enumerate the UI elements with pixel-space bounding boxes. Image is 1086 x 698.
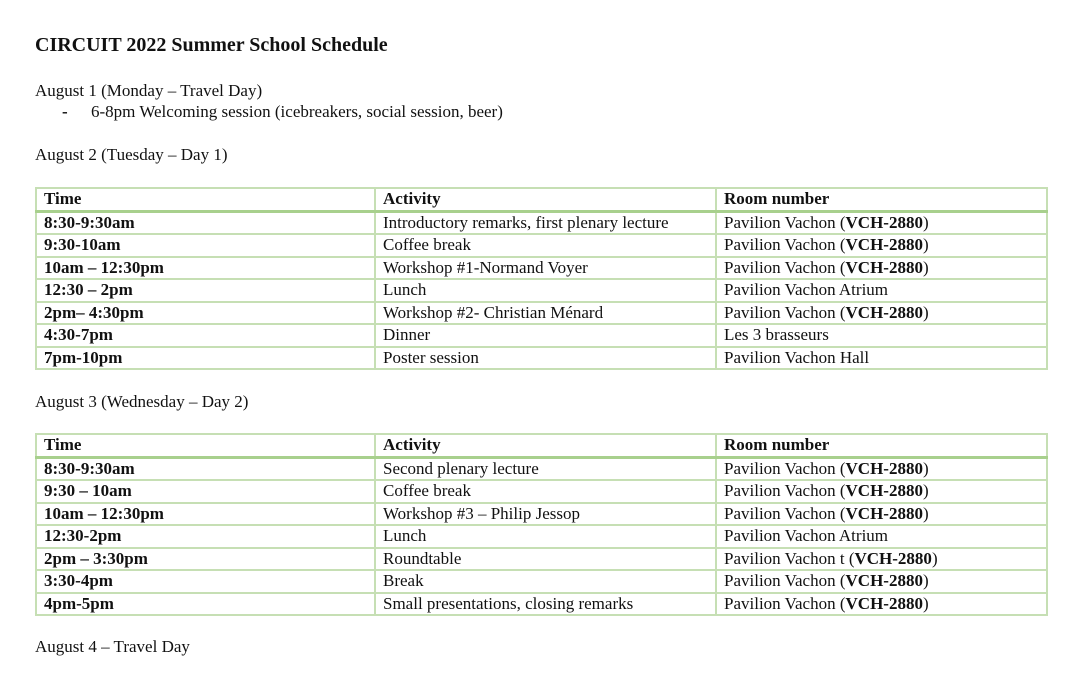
table-row xyxy=(36,302,1047,325)
cell-time: 2pm– 4:30pm xyxy=(36,302,375,325)
cell-room xyxy=(716,570,1047,593)
room-close: ) xyxy=(922,257,929,277)
cell-room xyxy=(716,593,1047,616)
table-row xyxy=(36,211,1047,234)
room-close: ) xyxy=(922,458,929,478)
cell-room xyxy=(716,257,1047,280)
cell-activity: Small presentations, closing remarks xyxy=(375,593,716,616)
cell-time: 12:30-2pm xyxy=(36,525,375,548)
cell-activity: Roundtable xyxy=(375,548,716,571)
cell-room xyxy=(716,457,1047,480)
room-code: VCH-2880 xyxy=(845,212,923,232)
table-row xyxy=(36,279,1047,302)
room-code: VCH-2880 xyxy=(845,235,923,255)
day1-heading: August 1 (Monday – Travel Day) xyxy=(35,81,263,100)
room-close: ) xyxy=(922,235,929,255)
cell-time: 9:30-10am xyxy=(36,234,375,257)
room-name: Les 3 brasseurs xyxy=(724,325,829,345)
room-name: Pavilion Vachon ( xyxy=(724,235,846,255)
cell-time: 12:30 – 2pm xyxy=(36,279,375,302)
cell-activity: Poster session xyxy=(375,347,716,370)
table-header-row xyxy=(36,188,1047,211)
room-name: Pavilion Vachon ( xyxy=(724,212,846,232)
table-row xyxy=(36,548,1047,571)
cell-time: 8:30-9:30am xyxy=(36,211,375,234)
cell-activity: Workshop #3 – Philip Jessop xyxy=(375,503,716,526)
table-row xyxy=(36,525,1047,548)
cell-time: 9:30 – 10am xyxy=(36,480,375,503)
table-row xyxy=(36,457,1047,480)
day3-table-body xyxy=(36,457,1047,615)
room-name: Pavilion Vachon ( xyxy=(724,503,846,523)
cell-room xyxy=(716,324,1047,347)
room-close: ) xyxy=(922,571,929,591)
cell-time: 3:30-4pm xyxy=(36,570,375,593)
cell-room xyxy=(716,548,1047,571)
room-name: Pavilion Vachon t ( xyxy=(724,548,855,568)
table-header-row xyxy=(36,434,1047,457)
column-header-activity: Activity xyxy=(375,188,716,211)
room-close: ) xyxy=(931,548,938,568)
cell-activity: Lunch xyxy=(375,525,716,548)
table-row xyxy=(36,503,1047,526)
room-code: VCH-2880 xyxy=(845,593,923,613)
cell-activity: Coffee break xyxy=(375,234,716,257)
cell-room xyxy=(716,480,1047,503)
room-code: VCH-2880 xyxy=(845,503,923,523)
cell-activity: Dinner xyxy=(375,324,716,347)
cell-activity: Workshop #1-Normand Voyer xyxy=(375,257,716,280)
cell-room xyxy=(716,347,1047,370)
room-close: ) xyxy=(922,503,929,523)
room-name: Pavilion Vachon Atrium xyxy=(724,280,889,300)
cell-activity: Introductory remarks, first plenary lecture xyxy=(375,211,716,234)
cell-time: 2pm – 3:30pm xyxy=(36,548,375,571)
room-name: Pavilion Vachon ( xyxy=(724,257,846,277)
table-row xyxy=(36,234,1047,257)
table-row xyxy=(36,593,1047,616)
room-name: Pavilion Vachon Atrium xyxy=(724,526,889,546)
day2-schedule-table xyxy=(35,187,1048,370)
room-code: VCH-2880 xyxy=(845,571,923,591)
room-code: VCH-2880 xyxy=(845,458,923,478)
table-row xyxy=(36,347,1047,370)
room-code: VCH-2880 xyxy=(845,302,923,322)
day4-heading: August 4 – Travel Day xyxy=(35,637,190,656)
room-name: Pavilion Vachon ( xyxy=(724,593,846,613)
cell-activity: Second plenary lecture xyxy=(375,457,716,480)
room-code: VCH-2880 xyxy=(845,481,923,501)
cell-room xyxy=(716,211,1047,234)
cell-room xyxy=(716,302,1047,325)
cell-activity: Coffee break xyxy=(375,480,716,503)
day1-bullet xyxy=(62,102,503,122)
bullet-marker: - xyxy=(62,102,68,121)
cell-time: 10am – 12:30pm xyxy=(36,503,375,526)
cell-time: 4:30-7pm xyxy=(36,324,375,347)
day2-table-body xyxy=(36,211,1047,369)
room-name: Pavilion Vachon ( xyxy=(724,571,846,591)
table-row xyxy=(36,570,1047,593)
document-title: CIRCUIT 2022 Summer School Schedule xyxy=(35,34,388,56)
cell-room xyxy=(716,279,1047,302)
table-row xyxy=(36,324,1047,347)
day3-heading: August 3 (Wednesday – Day 2) xyxy=(35,392,249,411)
cell-activity: Lunch xyxy=(375,279,716,302)
room-close: ) xyxy=(922,481,929,501)
day2-heading: August 2 (Tuesday – Day 1) xyxy=(35,145,228,164)
cell-room xyxy=(716,234,1047,257)
cell-time: 4pm-5pm xyxy=(36,593,375,616)
room-code: VCH-2880 xyxy=(845,257,923,277)
cell-activity: Workshop #2- Christian Ménard xyxy=(375,302,716,325)
room-name: Pavilion Vachon ( xyxy=(724,302,846,322)
cell-room xyxy=(716,503,1047,526)
cell-time: 7pm-10pm xyxy=(36,347,375,370)
room-code: VCH-2880 xyxy=(854,548,932,568)
column-header-time: Time xyxy=(36,434,375,457)
day3-schedule-table xyxy=(35,433,1048,616)
cell-activity: Break xyxy=(375,570,716,593)
room-close: ) xyxy=(922,212,929,232)
table-row xyxy=(36,480,1047,503)
room-name: Pavilion Vachon ( xyxy=(724,458,846,478)
cell-time: 10am – 12:30pm xyxy=(36,257,375,280)
room-name: Pavilion Vachon Hall xyxy=(724,347,870,367)
cell-time: 8:30-9:30am xyxy=(36,457,375,480)
table-row xyxy=(36,257,1047,280)
room-name: Pavilion Vachon ( xyxy=(724,481,846,501)
column-header-room: Room number xyxy=(716,434,1047,457)
cell-room xyxy=(716,525,1047,548)
column-header-time: Time xyxy=(36,188,375,211)
day1-bullet-text: 6-8pm Welcoming session (icebreakers, social session, beer) xyxy=(91,102,503,121)
room-close: ) xyxy=(922,593,929,613)
column-header-room: Room number xyxy=(716,188,1047,211)
column-header-activity: Activity xyxy=(375,434,716,457)
room-close: ) xyxy=(922,302,929,322)
